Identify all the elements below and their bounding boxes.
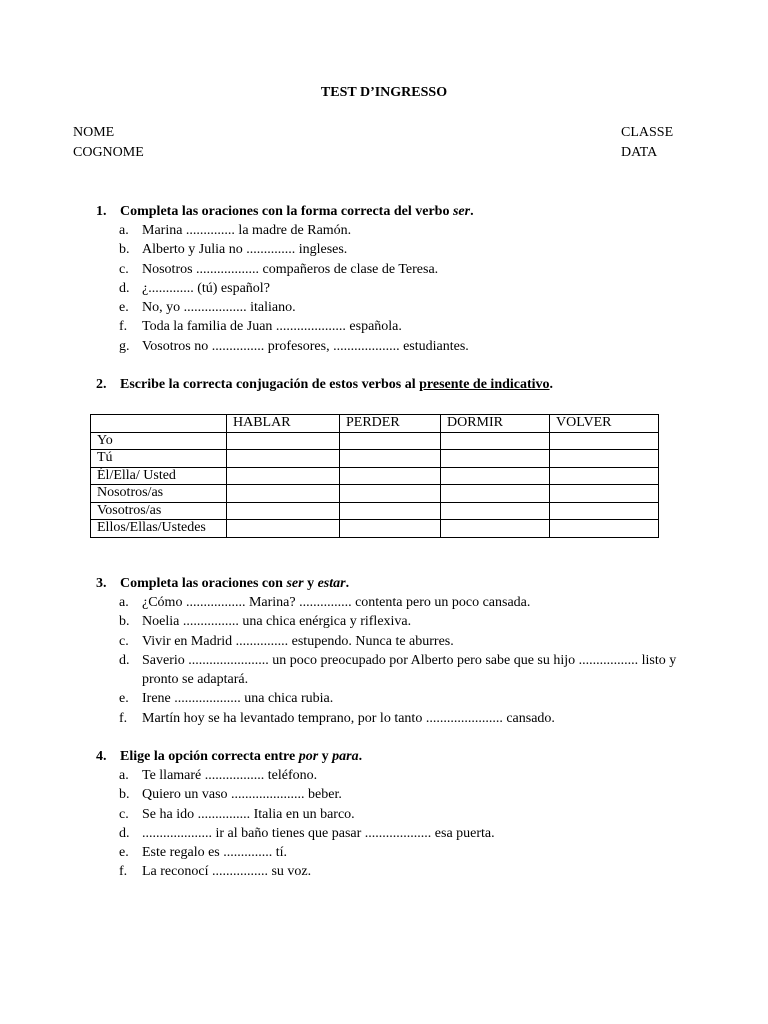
- nome-label: NOME: [73, 125, 115, 140]
- table-header-cell: DORMIR: [441, 415, 550, 433]
- list-item: a. Te llamaré ................. teléfono.: [119, 768, 318, 783]
- table-row: [91, 502, 659, 520]
- list-item: c. Nosotros .................. compañeros de clase de Teresa.: [119, 261, 439, 277]
- table-header-cell: HABLAR: [227, 415, 340, 433]
- list-item: e. Este regalo es .............. tí.: [119, 845, 288, 861]
- question-3: [96, 574, 716, 728]
- conjugation-table: [90, 414, 659, 538]
- list-item: f. Toda la familia de Juan .................... española.: [119, 319, 402, 335]
- data-label: DATA: [621, 145, 658, 160]
- row-label: Él/Ella/ Usted: [91, 467, 227, 485]
- answer-cell[interactable]: [340, 450, 441, 468]
- answer-cell[interactable]: [550, 485, 659, 503]
- table-row: [91, 520, 659, 538]
- table-header-row: [91, 415, 659, 433]
- list-item: b. Noelia ................ una chica enérgica y riflexiva.: [119, 614, 412, 630]
- question-4-title: 4. Elige la opción correcta entre por y para.: [96, 749, 363, 764]
- list-item: d. .................... ir al baño tienes que pasar ................... esa puerta.: [119, 825, 495, 841]
- list-item: a. ¿Cómo ................. Marina? ............... contenta pero un poco cansada.: [119, 595, 531, 610]
- question-2-title: 2. Escribe la correcta conjugación de estos verbos al presente de indicativo.: [96, 377, 554, 392]
- list-item: e. No, yo .................. italiano.: [119, 300, 296, 316]
- table-row: [91, 450, 659, 468]
- answer-cell[interactable]: [227, 502, 340, 520]
- answer-cell[interactable]: [550, 467, 659, 485]
- answer-cell[interactable]: [550, 432, 659, 450]
- answer-cell[interactable]: [441, 502, 550, 520]
- table-row: [91, 432, 659, 450]
- list-item: a. Marina .............. la madre de Ramón.: [119, 223, 352, 238]
- answer-cell[interactable]: [550, 520, 659, 538]
- answer-cell[interactable]: [550, 502, 659, 520]
- question-4: [96, 747, 716, 882]
- row-label: Yo: [91, 432, 227, 450]
- row-label: Ellos/Ellas/Ustedes: [91, 520, 227, 538]
- list-item: c. Vivir en Madrid ............... estupendo. Nunca te aburres.: [119, 633, 454, 649]
- question-1-items: [96, 221, 716, 356]
- list-item: e. Irene ................... una chica rubia.: [119, 691, 334, 707]
- table-header-cell: PERDER: [340, 415, 441, 433]
- page-title: TEST D’INGRESSO: [320, 85, 448, 100]
- list-item: b. Alberto y Julia no .............. ingleses.: [119, 242, 348, 258]
- list-item: d. Saverio ....................... un poco preocupado por Alberto pero sabe que su hijo ................. listo y pronto se adaptará.: [119, 652, 677, 688]
- row-label: Nosotros/as: [91, 485, 227, 503]
- list-item: d. ¿............. (tú) español?: [119, 280, 270, 296]
- answer-cell[interactable]: [227, 485, 340, 503]
- answer-cell[interactable]: [227, 520, 340, 538]
- question-3-title: 3. Completa las oraciones con ser y estar.: [96, 576, 350, 591]
- answer-cell[interactable]: [441, 485, 550, 503]
- list-item: c. Se ha ido ............... Italia en un barco.: [119, 806, 355, 822]
- table-row: [91, 485, 659, 503]
- question-3-items: [96, 593, 716, 728]
- answer-cell[interactable]: [441, 467, 550, 485]
- answer-cell[interactable]: [550, 450, 659, 468]
- question-1-title: 1. Completa las oraciones con la forma correcta del verbo ser.: [96, 204, 474, 219]
- answer-cell[interactable]: [441, 432, 550, 450]
- cognome-label: COGNOME: [73, 145, 144, 160]
- answer-cell[interactable]: [340, 467, 441, 485]
- answer-cell[interactable]: [340, 432, 441, 450]
- table-header-cell: [91, 415, 227, 433]
- list-item: b. Quiero un vaso ..................... beber.: [119, 787, 342, 803]
- list-item: f. Martín hoy se ha levantado temprano, por lo tanto ...................... cansado.: [119, 710, 555, 726]
- table-header-cell: VOLVER: [550, 415, 659, 433]
- answer-cell[interactable]: [227, 467, 340, 485]
- row-label: Vosotros/as: [91, 502, 227, 520]
- answer-cell[interactable]: [227, 432, 340, 450]
- answer-cell[interactable]: [227, 450, 340, 468]
- answer-cell[interactable]: [441, 520, 550, 538]
- answer-cell[interactable]: [340, 520, 441, 538]
- answer-cell[interactable]: [441, 450, 550, 468]
- question-1: [96, 202, 716, 356]
- list-item: f. La reconocí ................ su voz.: [119, 864, 312, 880]
- list-item: g. Vosotros no ............... profesores, ................... estudiantes.: [119, 338, 469, 354]
- answer-cell[interactable]: [340, 485, 441, 503]
- answer-cell[interactable]: [340, 502, 441, 520]
- row-label: Tú: [91, 450, 227, 468]
- classe-label: CLASSE: [621, 125, 674, 140]
- question-4-items: [96, 766, 716, 882]
- question-2: [96, 375, 716, 394]
- table-row: [91, 467, 659, 485]
